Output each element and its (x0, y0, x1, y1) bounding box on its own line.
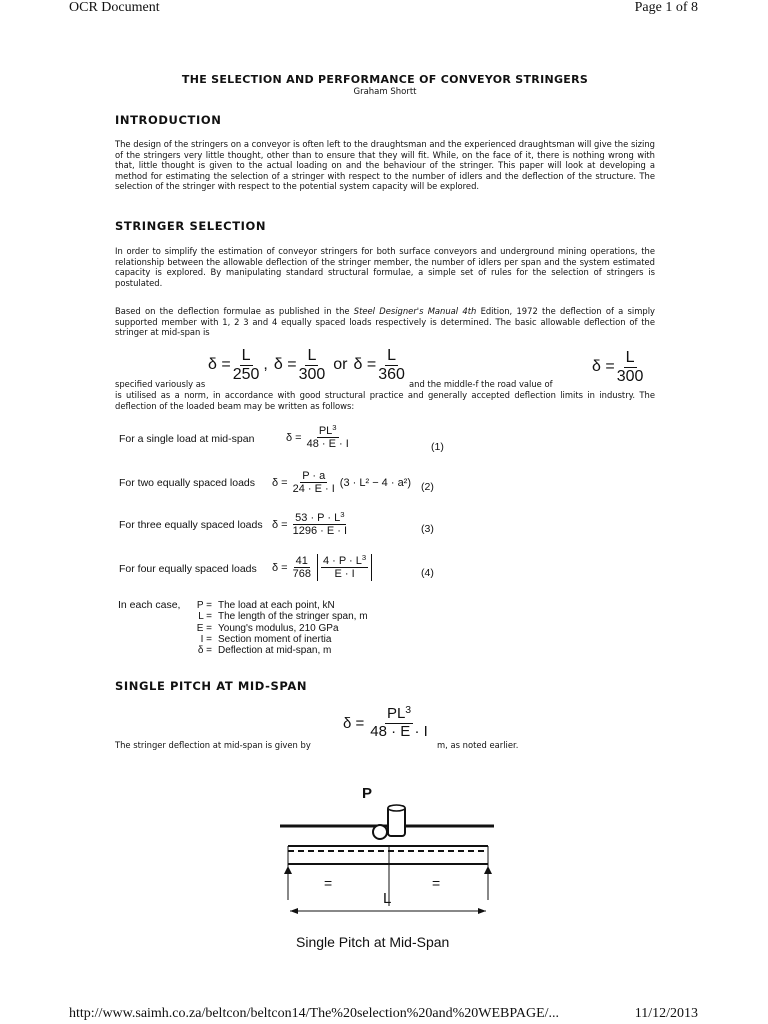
delta-symbol: δ = (272, 476, 288, 489)
header-title: OCR Document (69, 0, 160, 15)
formula-3-numerator (293, 512, 346, 525)
pitch-text-pre: The stringer deflection at mid-span is given by (115, 740, 311, 750)
heading-single-pitch: SINGLE PITCH AT MID-SPAN (115, 679, 308, 693)
paragraph-based-on (115, 306, 655, 338)
based-text-italic: Steel Designer's Manual 4th (353, 306, 477, 316)
formula-2 (272, 470, 411, 495)
limit-numerator: L (387, 347, 396, 364)
footer-url: http://www.saimh.co.za/beltcon/beltcon14/The%20selection%20and%20WEBPAGE/... (69, 1006, 560, 1021)
paragraph-stringer-selection: In order to simplify the estimation of conveyor stringers for both surface conveyors and underground mining operations, the relationship between the allowable deflection of the stringer member, the number of idlers per span and the system estimated capacity is explored. By manipulating standard structural formulae, a simple set of rules for the selection of stringers is postulated. (115, 246, 655, 288)
legend-key: E = (196, 622, 212, 634)
limit-denominator: 300 (298, 365, 326, 383)
formula-4-inner-denominator: E · I (334, 568, 355, 581)
middle-text: and the middle-f the road value of (409, 379, 553, 389)
formula-4-fraction (291, 555, 313, 580)
legend-intro: In each case, (118, 599, 181, 611)
delta-symbol: δ = (286, 431, 302, 444)
formula-3-denominator: 1296 · E · I (292, 525, 348, 538)
formula-1-fraction (305, 425, 351, 450)
idler-bearing-icon (373, 825, 387, 839)
delta-symbol: δ = (272, 518, 288, 531)
legend-value: Section moment of inertia (218, 633, 332, 645)
doc-title: THE SELECTION AND PERFORMANCE OF CONVEYOR STRINGERS (181, 73, 589, 86)
pitch-formula (343, 703, 430, 740)
formula-3 (272, 512, 349, 537)
delta-symbol: δ = (273, 356, 297, 374)
diagram-span-label: L (383, 890, 392, 907)
header-page-number: Page 1 of 8 (634, 0, 698, 15)
delta-symbol: δ = (343, 714, 365, 732)
left-support-arrow (284, 866, 292, 874)
pitch-text-post: m, as noted earlier. (437, 740, 519, 750)
formula-1 (286, 425, 351, 450)
paragraph-utilised: is utilised as a norm, in accordance with good structural practice and generally accepted deflection limits in industry. The deflection of the loaded beam may be written as follows: (115, 390, 655, 411)
formula-1-num-text: PL (318, 425, 333, 437)
legend-value: The length of the stringer span, m (218, 611, 368, 623)
legend-value: The load at each point, kN (218, 600, 335, 611)
equation-number-2: (2) (421, 481, 434, 493)
case-label-2: For two equally spaced loads (119, 477, 255, 489)
pitch-fraction (368, 703, 430, 740)
pitch-num-text: PL (386, 705, 406, 722)
legend-item (186, 645, 368, 656)
paragraph-introduction: The design of the stringers on a conveyor is often left to the draughtsman and the experienced draughtsman will give the sizing of the stringers very little thought, other than to ensure that they will fit. While, on the face of it, there is nothing wrong with that, little thought is given to the actual loading on and the behaviour of the stringer. This paper will look at developing a method for estimating the selection of a stringer with respect to the number of idlers and the deflection of the structure. The selection of the stringer with respect to the potential system capacity will be explored. (115, 139, 655, 192)
case-label-4: For four equally spaced loads (119, 563, 257, 575)
diagram-load-label: P (362, 785, 373, 802)
based-text-pre: Based on the deflection formulae as published in the (115, 306, 354, 316)
formula-1-numerator (317, 425, 339, 438)
limit-fraction-250 (231, 347, 262, 383)
cube-exponent: 3 (405, 703, 412, 716)
diagram-equal-right: = (432, 875, 441, 891)
legend-item (186, 623, 368, 634)
formula-2-numerator: P · a (302, 470, 326, 482)
formula-4-numerator: 41 (295, 555, 308, 567)
cube-exponent: 3 (361, 553, 367, 563)
based-text-post: Edition, 1972 the deflection of a simply supported member with 1, 2 3 and 4 equally spaced loads respectively is determined. The basic allowable deflection of the stringer at mid-span is (115, 306, 655, 338)
limit-numerator: L (241, 347, 251, 364)
case-label-3: For three equally spaced loads (119, 519, 263, 531)
doc-author: Graham Shortt (353, 87, 417, 97)
formula-1-denominator: 48 · E · I (306, 438, 349, 451)
limit-or: or (333, 356, 348, 374)
formula-4 (272, 554, 372, 581)
limit-fraction-300 (297, 347, 328, 383)
norm-denominator: 300 (616, 367, 644, 385)
idler-roll-top-icon (388, 805, 405, 811)
legend-key: P = (196, 600, 212, 611)
cube-exponent: 3 (332, 423, 337, 433)
idler-roll-icon (388, 806, 405, 836)
formula-2-fraction (291, 470, 337, 495)
legend-item (186, 634, 368, 645)
specified-text: specified variously as (115, 379, 206, 389)
formula-3-fraction (291, 512, 349, 537)
cube-exponent: 3 (340, 510, 345, 520)
span-arrow-right (478, 908, 486, 914)
delta-symbol: δ = (353, 356, 377, 374)
limit-numerator: L (307, 347, 317, 364)
legend-value: Deflection at mid-span, m (218, 645, 332, 657)
formula-4-denominator: 768 (292, 568, 311, 581)
deflection-norm-equation (592, 349, 645, 385)
footer-date: 11/12/2013 (634, 1006, 698, 1021)
legend-key: δ = (197, 645, 212, 657)
equation-number-3: (3) (421, 523, 434, 535)
case-label-1: For a single load at mid-span (119, 433, 255, 445)
pitch-numerator (385, 703, 413, 724)
norm-fraction-300 (615, 349, 646, 385)
legend-key: L = (198, 611, 212, 623)
diagram-equal-left: = (324, 875, 333, 891)
legend-item (186, 611, 368, 622)
norm-numerator: L (625, 349, 635, 366)
span-arrow-left (290, 908, 298, 914)
legend-item (186, 600, 368, 611)
heading-introduction: INTRODUCTION (115, 113, 222, 127)
formula-3-num-text: 53 · P · L (295, 512, 341, 524)
formula-4-bracket (317, 554, 372, 581)
pitch-denominator: 48 · E · I (370, 722, 428, 740)
formula-2-denominator: 24 · E · I (292, 483, 335, 496)
equation-number-4: (4) (421, 567, 434, 579)
limit-denominator: 360 (378, 365, 405, 383)
legend-value: Young's modulus, 210 GPa (218, 622, 339, 634)
formula-4-inner-numerator (321, 555, 368, 568)
limit-fraction-360 (376, 347, 407, 383)
legend-key: I = (200, 633, 212, 645)
heading-stringer-selection: STRINGER SELECTION (115, 219, 267, 233)
limit-comma: , (263, 356, 268, 374)
diagram-caption: Single Pitch at Mid-Span (296, 934, 450, 950)
delta-symbol: δ = (208, 356, 231, 374)
delta-symbol: δ = (592, 358, 615, 376)
equation-number-1: (1) (431, 441, 444, 453)
page-header (0, 0, 768, 18)
delta-symbol: δ = (272, 561, 288, 574)
formula-2-bracket: (3 · L² − 4 · a²) (339, 476, 412, 489)
limit-denominator: 250 (232, 365, 260, 383)
right-support-arrow (484, 866, 492, 874)
formula-4-inner-num-text: 4 · P · L (322, 555, 362, 567)
symbol-legend (186, 600, 368, 656)
deflection-limits-equation (208, 347, 407, 383)
